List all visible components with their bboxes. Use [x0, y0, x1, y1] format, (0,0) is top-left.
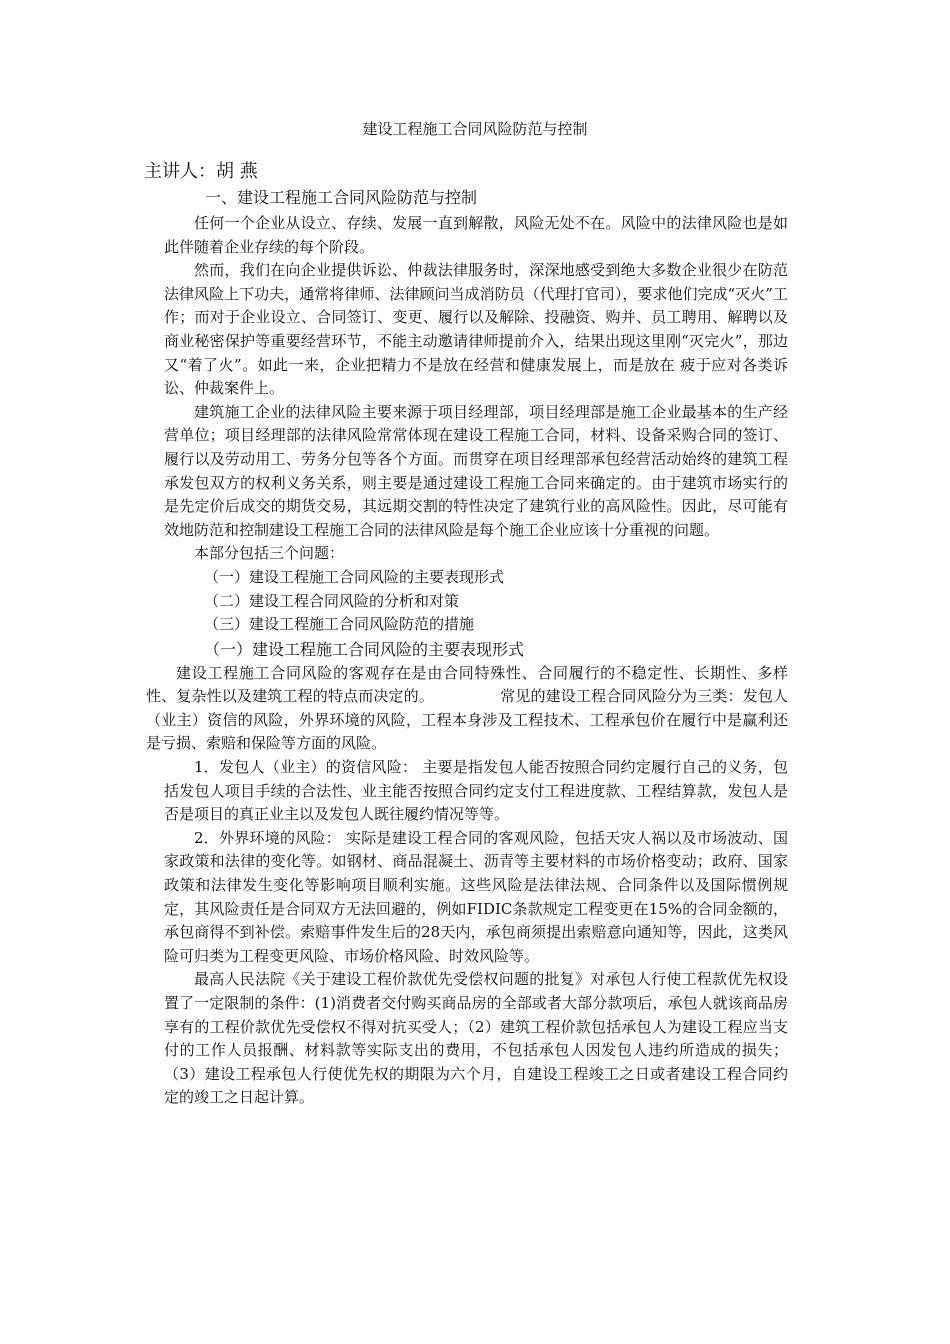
paragraph-risk-nature	[146, 662, 788, 756]
paragraph-construction-legal-risk: 建筑施工企业的法律风险主要来源于项目经理部，项目经理部是施工企业最基本的生产经营单位；项目经理部的法律风险常常体现在建设工程施工合同，材料、设备采购合同的签订、履行以及劳动用工、劳务分包等各个方面。而贯穿在项目经理部承包经营活动始终的建筑工程承发包双方的权利义务关系，则主要是通过建设工程施工合同来确定的。由于建筑市场实行的是先定价后成交的期货交易，其远期交割的特性决定了建筑行业的高风险性。因此，尽可能有效地防范和控制建设工程施工合同的法律风险是每个施工企业应该十分重视的问题。	[164, 402, 788, 539]
document-title: 建设工程施工合同风险防范与控制	[362, 120, 588, 138]
paragraph-supreme-court-reply: 最高人民法院《关于建设工程价款优先受偿权问题的批复》对承包人行使工程款优先权设置了一定限制的条件：(1)消费者交付购买商品房的全部或者大部分款项后，承包人就该商品房享有的工程价款优先受偿权不得对抗买受人；（2）建筑工程价款包括承包人为建设工程应当支付的工作人员报酬、材料款等实际支出的费用，不包括承包人因发包人违约所造成的损失；（3）建设工程承包人行使优先权的期限为六个月，自建设工程竣工之日或者建设工程合同约定的竣工之日起计算。	[164, 970, 788, 1107]
paragraph-legal-services: 然而，我们在向企业提供诉讼、仲裁法律服务时，深深地感受到绝大多数企业很少在防范法律风险上下功夫，通常将律师、法律顾问当成消防员（代理打官司），要求他们完成“灭火”工作；而对于企业设立、合同签订、变更、履行以及解除、投融资、购并、员工聘用、解聘以及商业秘密保护等重要经营环节，不能主动邀请律师提前介入，结果出现这里刚“灭完火”，那边又“着了火”。如此一来，企业把精力不是放在经营和健康发展上，而是放在 疲于应对各类诉讼、仲裁案件上。	[164, 261, 788, 398]
list-item-3: （三）建设工程施工合同风险防范的措施	[204, 615, 475, 634]
speaker-line: 主讲人：胡 燕	[144, 161, 258, 182]
section-heading: 一、建设工程施工合同风险防范与控制	[205, 188, 478, 207]
paragraph-risk-nature-part-1: 建设工程施工合同风险的客观存在是由合同特殊性、合同履行的不稳定性、长期性、多样性、复杂性以及建筑工程的特点而决定的。	[146, 663, 788, 706]
sub-heading: （一）建设工程施工合同风险的主要表现形式	[204, 639, 525, 659]
list-item-1: （一）建设工程施工合同风险的主要表现形式	[204, 567, 505, 586]
paragraph-external-environment-risk: 2．外界环境的风险： 实际是建设工程合同的客观风险，包括天灾人祸以及市场波动、国家政策和法律的变化等。如钢材、商品混凝土、沥青等主要材料的市场价格变动；政府、国家政策和法律发生变化等影响项目顺利实施。这些风险是法律法规、合同条件以及国际惯例规定，其风险责任是合同双方无法回避的，例如FIDIC条款规定工程变更在15%的合同金额的，承包商得不到补偿。索赔事件发生后的28天内，承包商须提出索赔意向通知等，因此，这类风险可归类为工程变更风险、市场价格风险、时效风险等。	[164, 828, 788, 965]
document-body	[146, 212, 788, 1110]
paragraph-three-issues-intro: 本部分包括三个问题：	[194, 544, 345, 563]
paragraph-risk-nature-part-2: 常见的建设工程合同风险分为三类：发包人（业主）资信的风险，外界环境的风险，工程本身涉及工程技术、工程承包价在履行中是赢利还是亏损、索赔和保险等方面的风险。	[146, 687, 788, 753]
paragraph-risk-everywhere: 任何一个企业从设立、存续、发展一直到解散，风险无处不在。风险中的法律风险也是如此伴随着企业存续的每个阶段。	[164, 214, 788, 256]
paragraph-owner-credit-risk: 1．发包人（业主）的资信风险： 主要是指发包人能否按照合同约定履行自己的义务，包括发包人项目手续的合法性、业主能否按照合同约定支付工程进度款、工程结算款，发包人是否是项目的真正业主以及发包人既往履约情况等等。	[164, 758, 788, 824]
list-item-2: （二）建设工程合同风险的分析和对策	[204, 591, 460, 610]
